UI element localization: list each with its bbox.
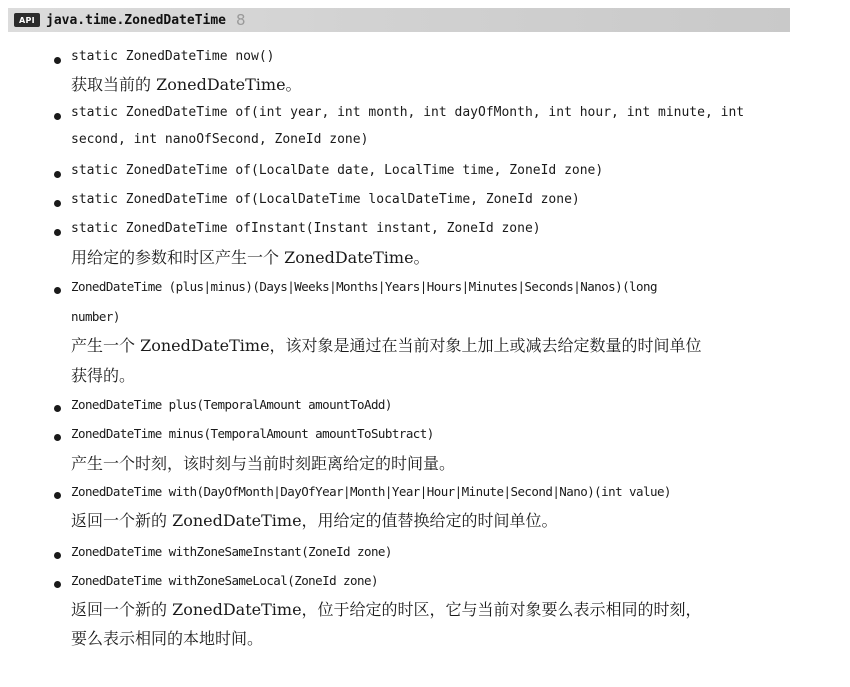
method-signature: static ZonedDateTime of(LocalDate date, LocalTime time, ZoneId zone): [71, 163, 604, 178]
method-description: 获取当前的 ZonedDateTime。: [71, 75, 302, 94]
api-badge-icon: API: [14, 13, 40, 27]
bullet-icon: [54, 552, 61, 559]
bullet-icon: [54, 581, 61, 588]
method-signature: static ZonedDateTime ofInstant(Instant instant, ZoneId zone): [71, 221, 541, 236]
method-description-cont: 获得的。: [71, 366, 136, 385]
method-signature: ZonedDateTime (plus|minus)(Days|Weeks|Months|Years|Hours|Minutes|Seconds|Nanos)(long: [71, 279, 657, 294]
method-signature: static ZonedDateTime of(int year, int month, int dayOfMonth, int hour, int minute, int: [71, 105, 745, 120]
bullet-icon: [54, 171, 61, 178]
method-signature-cont: number): [71, 309, 120, 324]
method-signature-cont: second, int nanoOfSecond, ZoneId zone): [71, 132, 369, 147]
method-signature: static ZonedDateTime now(): [71, 49, 275, 64]
bullet-icon: [54, 287, 61, 294]
bullet-icon: [54, 405, 61, 412]
bullet-icon: [54, 492, 61, 499]
bullet-icon: [54, 229, 61, 236]
method-description: 返回一个新的 ZonedDateTime，位于给定的时区，它与当前对象要么表示相同的时刻，: [71, 600, 702, 619]
bullet-icon: [54, 200, 61, 207]
api-class-name: java.time.ZonedDateTime: [46, 12, 227, 28]
bullet-icon: [54, 113, 61, 120]
method-signature: ZonedDateTime withZoneSameInstant(ZoneId zone): [71, 544, 392, 559]
method-description: 产生一个 ZonedDateTime，该对象是通过在当前对象上加上或减去给定数量的时间单位: [71, 336, 702, 355]
method-signature: static ZonedDateTime of(LocalDateTime localDateTime, ZoneId zone): [71, 192, 580, 207]
api-version: 8: [236, 11, 246, 29]
method-signature: ZonedDateTime withZoneSameLocal(ZoneId zone): [71, 573, 378, 588]
method-description-cont: 要么表示相同的本地时间。: [71, 629, 264, 648]
method-description: 用给定的参数和时区产生一个 ZonedDateTime。: [71, 248, 430, 267]
bullet-icon: [54, 434, 61, 441]
bullet-icon: [54, 57, 61, 64]
method-signature: ZonedDateTime minus(TemporalAmount amountToSubtract): [71, 426, 434, 441]
method-description: 返回一个新的 ZonedDateTime，用给定的值替换给定的时间单位。: [71, 511, 558, 530]
method-signature: ZonedDateTime with(DayOfMonth|DayOfYear|Month|Year|Hour|Minute|Second|Nano)(int value): [71, 484, 671, 499]
method-signature: ZonedDateTime plus(TemporalAmount amountToAdd): [71, 397, 392, 412]
method-description: 产生一个时刻，该时刻与当前时刻距离给定的时间量。: [71, 454, 456, 473]
